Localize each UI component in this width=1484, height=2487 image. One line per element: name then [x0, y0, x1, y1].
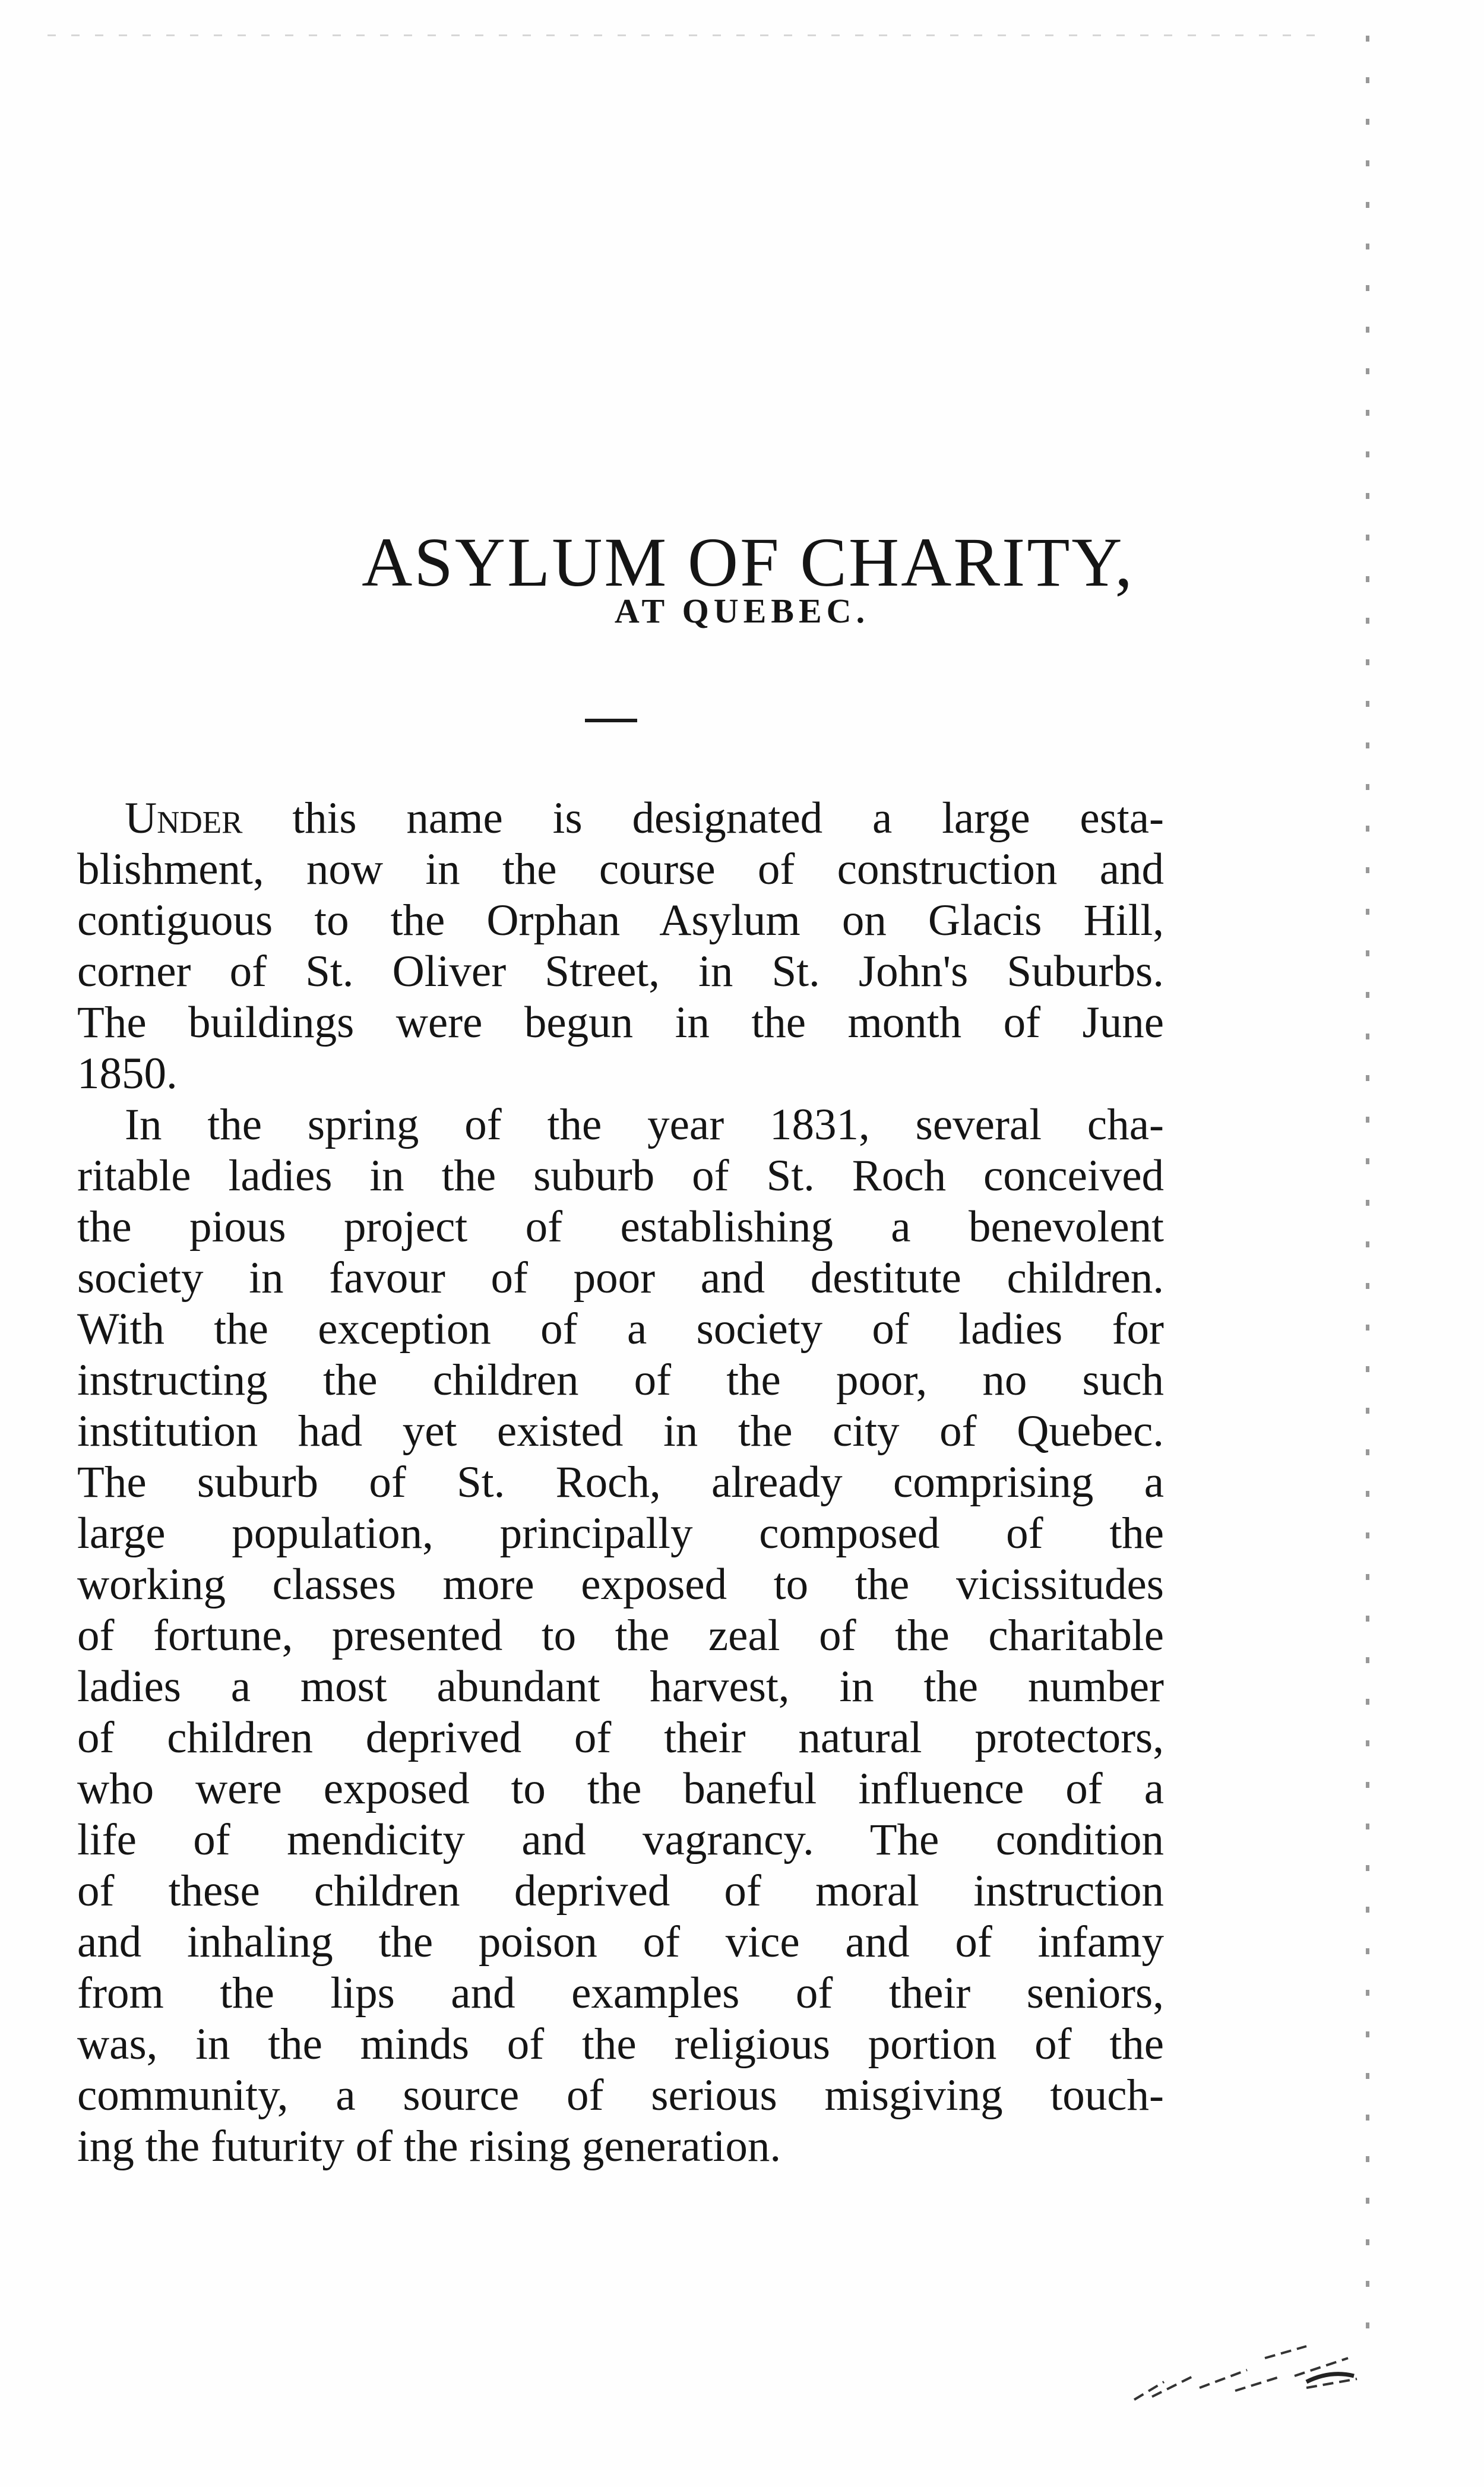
text-line: With the exception of a society of ladies for: [77, 1304, 1164, 1354]
text-line: blishment, now in the course of construction and: [77, 845, 1164, 894]
text-line-content: this name is designated a large esta-: [242, 794, 1164, 843]
page-title: ASYLUM OF CHARITY,: [362, 523, 1134, 602]
scan-edge-top: [48, 34, 1324, 36]
text-line: of these children deprived of moral instruction: [77, 1866, 1164, 1916]
text-line: contiguous to the Orphan Asylum on Glacis Hill,: [77, 896, 1164, 945]
text-line: large population, principally composed of the: [77, 1509, 1164, 1558]
text-line: corner of St. Oliver Street, in St. John's Suburbs.: [77, 947, 1164, 996]
text-line: and inhaling the poison of vice and of infamy: [77, 1917, 1164, 1967]
margin-scribble: [1128, 2287, 1360, 2406]
text-line: The suburb of St. Roch, already comprising a: [77, 1458, 1164, 1507]
text-line: 1850.: [77, 1049, 178, 1098]
text-line: instructing the children of the poor, no such: [77, 1355, 1164, 1405]
text-line: who were exposed to the baneful influence of a: [77, 1764, 1164, 1813]
lead-smallcaps: Under: [125, 794, 243, 843]
text-line: from the lips and examples of their seniors,: [77, 1968, 1164, 2018]
text-line: of children deprived of their natural protectors,: [77, 1713, 1164, 1762]
title-rule: [585, 719, 637, 722]
text-line: The buildings were begun in the month of June: [77, 998, 1164, 1047]
text-line: life of mendicity and vagrancy. The condition: [77, 1815, 1164, 1865]
body-text: [77, 793, 1164, 2172]
text-line: community, a source of serious misgiving touch-: [77, 2071, 1164, 2120]
text-line: ing the futurity of the rising generation.: [77, 2122, 781, 2171]
text-line: [77, 793, 1164, 844]
page-subtitle: AT QUEBEC.: [614, 592, 870, 630]
text-line: of fortune, presented to the zeal of the charitable: [77, 1611, 1164, 1660]
text-line: the pious project of establishing a benevolent: [77, 1202, 1164, 1252]
text-line: was, in the minds of the religious portion of the: [77, 2020, 1164, 2069]
text-line: In the spring of the year 1831, several cha-: [125, 1100, 1164, 1149]
text-line: society in favour of poor and destitute children.: [77, 1253, 1164, 1303]
text-line: ritable ladies in the suburb of St. Roch conceived: [77, 1151, 1164, 1200]
text-line: working classes more exposed to the vicissitudes: [77, 1560, 1164, 1609]
text-line: institution had yet existed in the city of Quebec.: [77, 1407, 1164, 1456]
scan-edge-right: [1366, 36, 1369, 2352]
text-line: ladies a most abundant harvest, in the number: [77, 1662, 1164, 1711]
